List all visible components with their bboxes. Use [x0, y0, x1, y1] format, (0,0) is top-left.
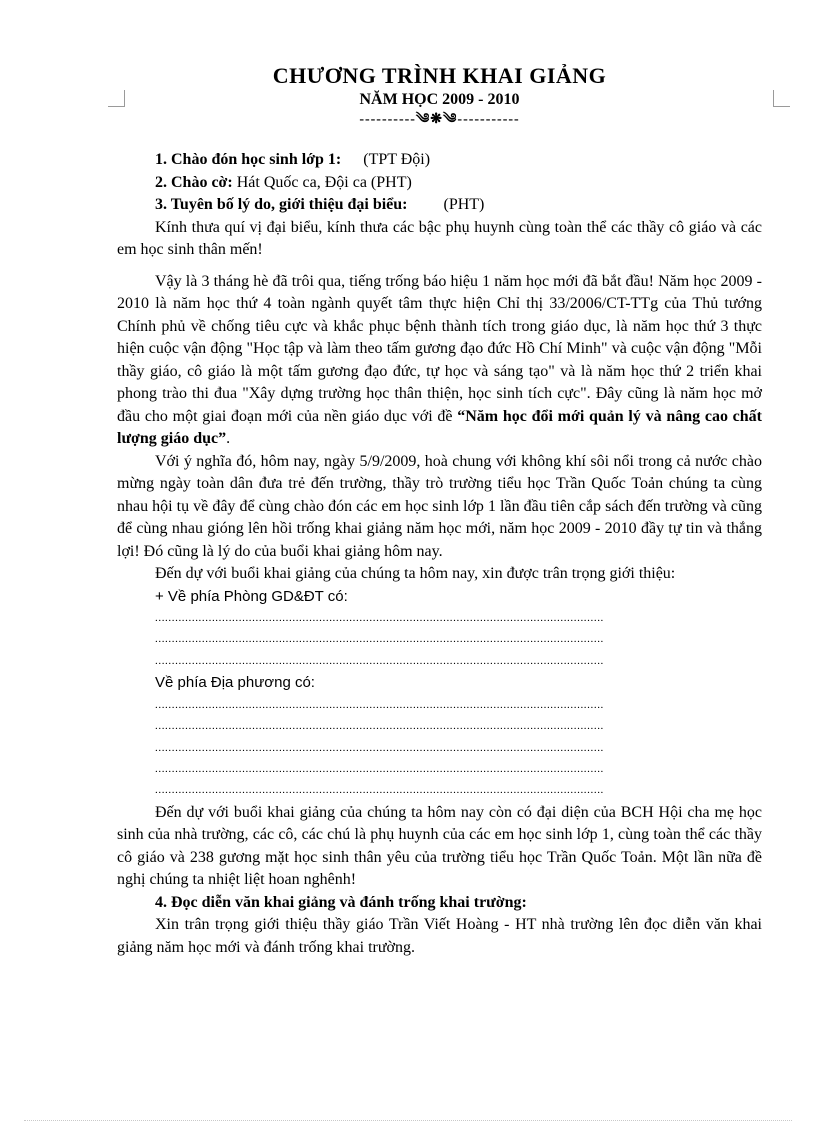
section-4 — [117, 892, 762, 915]
opening-paragraph-text: Vậy là 3 tháng hè đã trôi qua, tiếng trống báo hiệu 1 năm học mới đã bắt đầu! Năm học 2009 - 2010 là năm học thứ 4 toàn ngành quyết tâm thực hiện Chỉ thị 33/2006/CT-TTg của Thủ tướng Chính phủ về chống tiêu cực và khắc phục bệnh thành tích trong giáo dục, là năm học thứ 3 thực hiện cuộc vận động "Học tập và làm theo tấm gương đạo đức Hồ Chí Minh" và cuộc vận động "Mỗi thầy giáo, cô giáo là một tấm gương đạo đức, tự học và sáng tạo" và là năm học thứ 2 triển khai phong trào thi đua "Xây dựng trường học thân thiện, học sinh tích cực". Đây cũng là năm học mở đầu cho một giai đoạn mới của nền giáo dục với đề — [117, 272, 762, 425]
program-text — [117, 149, 762, 959]
fill-in-line: ...................................................................................................................................... — [155, 633, 604, 646]
section-2-text: Hát Quốc ca, Đội ca (PHT) — [236, 173, 412, 191]
section-2 — [117, 172, 762, 195]
local-guests-label: Về phía Địa phương có: — [155, 674, 315, 692]
title-ornament: ----------༄❋༄----------- — [359, 112, 520, 127]
page-bottom-border — [24, 1120, 792, 1121]
year-theme: “Năm học đổi mới quản lý và nâng cao chất lượng giáo dục” — [117, 407, 763, 447]
crop-mark-top-right — [773, 90, 790, 107]
page-title: CHƯƠNG TRÌNH KHAI GIẢNG — [272, 63, 607, 88]
parents-paragraph: Đến dự với buổi khai giảng của chúng ta hôm nay còn có đại diện của BCH Hội cha mẹ học sinh của nhà trường, các cô, các chú là phụ huynh của các em học sinh lớp 1, cùng toàn thể các thầy cô giáo và 238 gương mặt học sinh thân yêu của trường tiểu học Trần Quốc Toản. Một lần nữa đề nghị chúng ta nhiệt liệt hoan nghênh! — [117, 803, 762, 889]
purpose-paragraph: Với ý nghĩa đó, hôm nay, ngày 5/9/2009, hoà chung với không khí sôi nổi trong cả nước chào mừng ngày toàn dân đưa trẻ đến trường, thầy trò trường tiểu học Trần Quốc Toản chúng ta cùng nhau hội tụ về đây để cùng chào đón các em học sinh lớp 1 lần đầu tiên cắp sách đến trường và cũng để cùng nhau gióng lên hồi trống khai giảng năm học mới, năm học 2009 - 2010 đầy tự tin và thắng lợi! Đó cũng là lý do của buổi khai giảng hôm nay. — [117, 452, 762, 560]
section-1-role: (TPT Đội) — [363, 151, 431, 168]
section-4-label: 4. Đọc diễn văn khai giảng và đánh trống khai trường: — [155, 893, 527, 911]
section-3 — [117, 194, 762, 217]
fill-in-line: ...................................................................................................................................... — [155, 762, 604, 775]
document-body — [117, 62, 762, 959]
fill-in-line: ...................................................................................................................................... — [155, 698, 604, 711]
section-1 — [117, 149, 762, 172]
fill-in-line: ...................................................................................................................................... — [155, 784, 604, 797]
section-3-role: (PHT) — [443, 196, 485, 213]
section-2-label: 2. Chào cờ: — [155, 173, 233, 191]
speech-paragraph: Xin trân trọng giới thiệu thầy giáo Trần Viết Hoàng - HT nhà trường lên đọc diễn văn khai giảng năm học mới và đánh trống khai trường. — [117, 916, 762, 956]
page-subtitle: NĂM HỌC 2009 - 2010 — [359, 91, 520, 108]
fill-in-line: ...................................................................................................................................... — [155, 654, 604, 667]
fill-in-line: ...................................................................................................................................... — [155, 741, 604, 754]
office-guests-blanks — [117, 608, 762, 672]
fill-in-line: ...................................................................................................................................... — [155, 720, 604, 733]
opening-paragraph — [117, 271, 762, 451]
introduction-paragraph: Đến dự với buổi khai giảng của chúng ta hôm nay, xin được trân trọng giới thiệu: — [155, 565, 676, 582]
section-1-label: 1. Chào đón học sinh lớp 1: — [155, 151, 342, 168]
opening-paragraph-end: . — [226, 430, 231, 447]
office-guests-label: + Về phía Phòng GD&ĐT có: — [155, 587, 348, 605]
local-guests-blanks — [117, 695, 762, 802]
greeting-paragraph: Kính thưa quí vị đại biểu, kính thưa các bậc phụ huynh cùng toàn thể các thầy cô giáo và các em học sinh thân mến! — [117, 218, 762, 258]
section-3-label: 3. Tuyên bố lý do, giới thiệu đại biểu: — [155, 196, 408, 213]
fill-in-line: ...................................................................................................................................... — [155, 612, 604, 624]
